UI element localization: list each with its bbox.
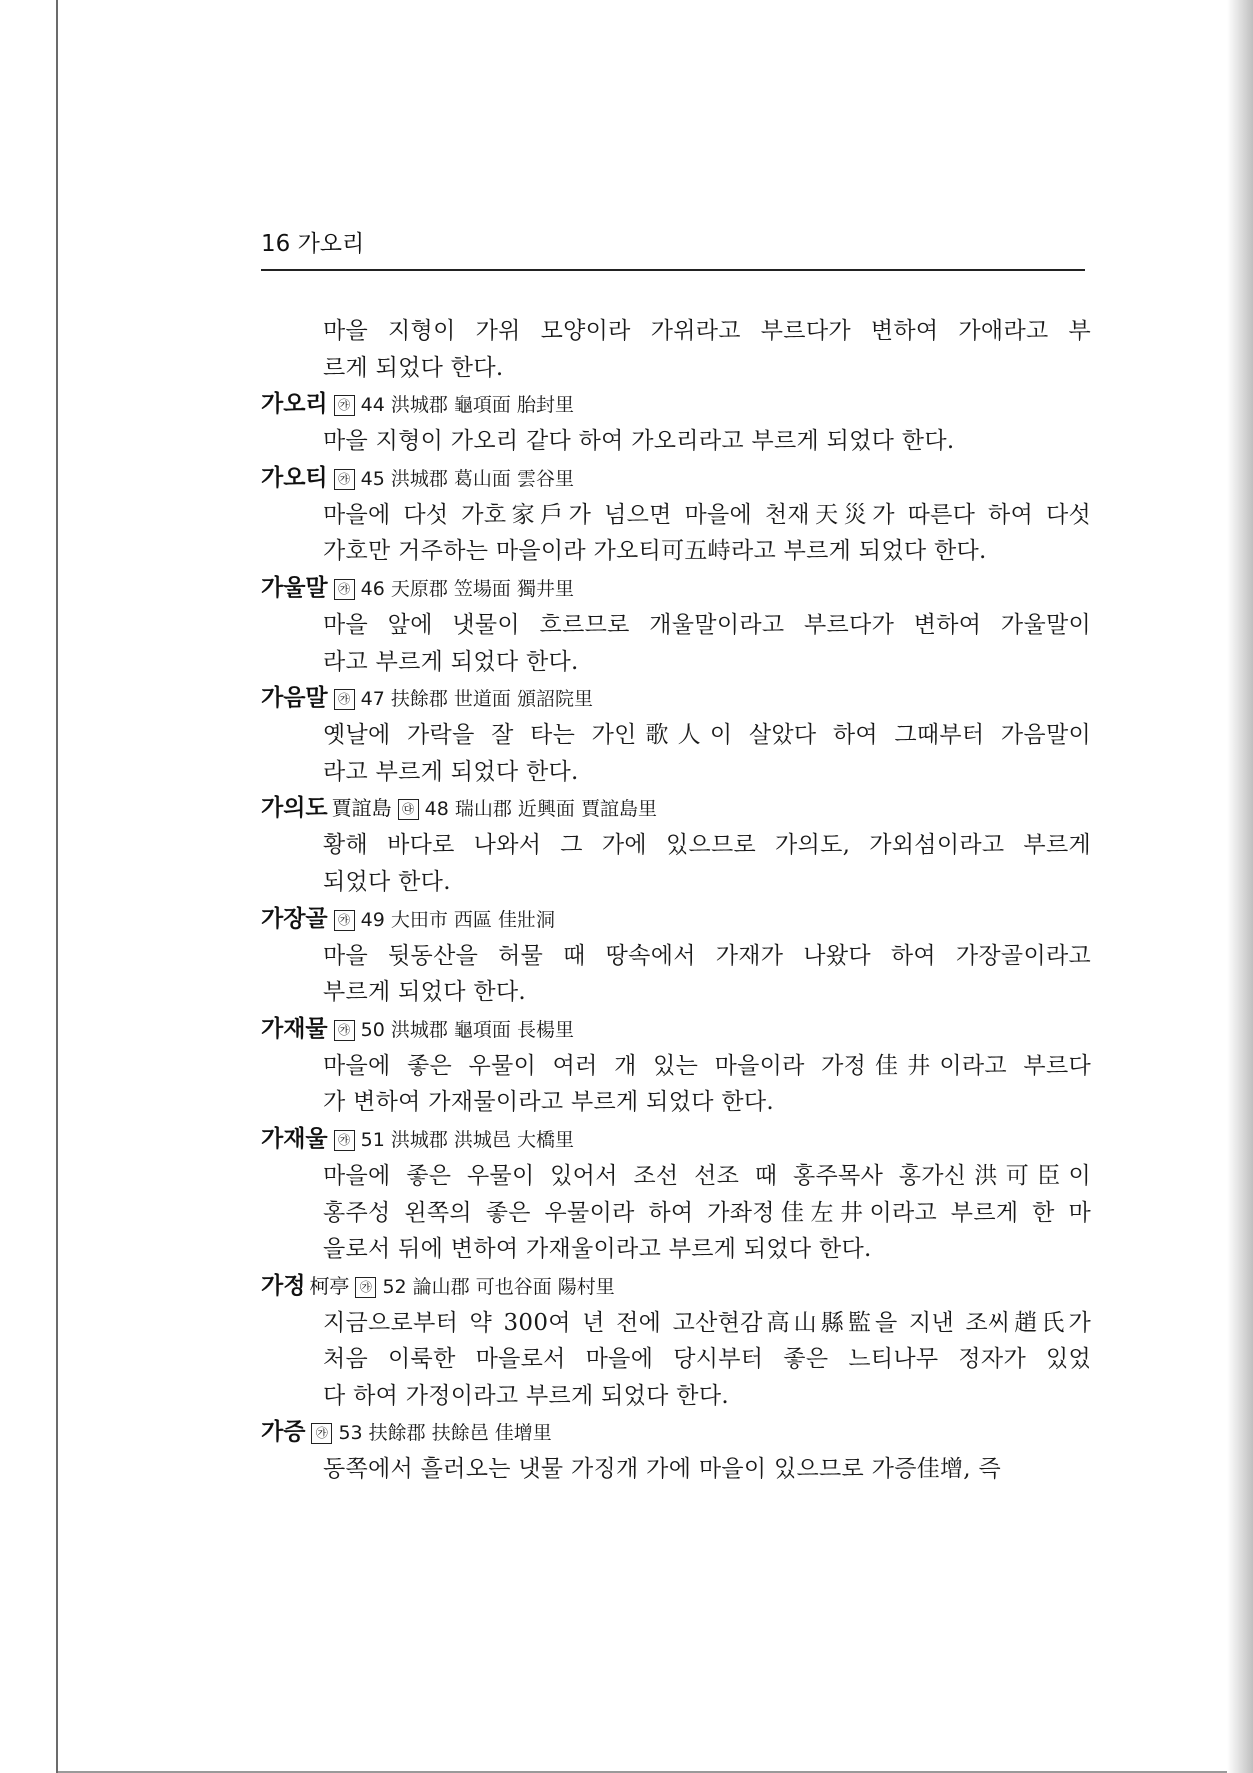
category-badge: ㉮ (334, 1020, 355, 1041)
category-badge: ㉮ (355, 1277, 376, 1298)
body-line: 마을 앞에 냇물이 흐르므로 개울말이라고 부르다가 변하여 가울말이 (323, 611, 1091, 638)
body-line: 가 변하여 가재물이라고 부르게 되었다 한다. (323, 1089, 774, 1116)
category-badge: ㉮ (311, 1423, 332, 1444)
headword: 가오리 (261, 391, 328, 418)
entry-heading (261, 1121, 1091, 1158)
location-text: 44 洪城郡 龜項面 胎封里 (360, 394, 574, 417)
category-badge: ㉮ (334, 689, 355, 710)
location-text: 46 天原郡 笠場面 獨井里 (360, 577, 574, 600)
entry-heading (261, 1414, 1091, 1451)
headword: 가음말 (261, 685, 328, 712)
location-text: 53 扶餘郡 扶餘邑 佳增里 (338, 1422, 552, 1445)
entry-heading (261, 1011, 1091, 1048)
body-line: 을로서 뒤에 변하여 가재울이라고 부르게 되었다 한다. (323, 1236, 872, 1263)
page-right-shadow (1227, 0, 1253, 1773)
body-line: 마을 뒷동산을 허물 때 땅속에서 가재가 나왔다 하여 가장골이라고 (323, 942, 1091, 969)
body-line: 라고 부르게 되었다 한다. (323, 648, 579, 675)
body-line: 마을에 좋은 우물이 여러 개 있는 마을이라 가정佳井이라고 부르다 (323, 1052, 1091, 1079)
entry-heading (261, 386, 1091, 423)
body-line: 르게 되었다 한다. (323, 354, 504, 381)
headword: 가장골 (261, 905, 328, 932)
headword-hanja: 柯亭 (309, 1273, 350, 1298)
body-line: 처음 이룩한 마을로서 마을에 당시부터 좋은 느티나무 정자가 있었 (323, 1346, 1091, 1373)
location-text: 45 洪城郡 葛山面 雲谷里 (360, 467, 574, 490)
entry-heading (261, 901, 1091, 938)
entry-heading (261, 1268, 1091, 1305)
body-line: 지금으로부터 약 300여 년 전에 고산현감高山縣監을 지낸 조씨趙氏가 (323, 1309, 1091, 1336)
body-line: 마을에 좋은 우물이 있어서 조선 선조 때 홍주목사 홍가신洪可臣이 (323, 1162, 1091, 1189)
body-line: 라고 부르게 되었다 한다. (323, 758, 579, 785)
headword: 가재물 (261, 1015, 328, 1042)
body-line: 마을 지형이 가오리 같다 하여 가오리라고 부르게 되었다 한다. (323, 428, 955, 455)
location-text: 49 大田市 西區 佳壯洞 (360, 908, 555, 931)
category-badge: ㉮ (334, 1130, 355, 1151)
running-header (261, 229, 1085, 271)
headword: 가오티 (261, 464, 328, 491)
category-badge: ㉮ (334, 469, 355, 490)
category-badge: ㉮ (334, 579, 355, 600)
headword: 가울말 (261, 574, 328, 601)
body-line: 마을 지형이 가위 모양이라 가위라고 부르다가 변하여 가애라고 부 (323, 318, 1091, 344)
location-text: 48 瑞山郡 近興面 賈誼島里 (424, 798, 657, 821)
body-line: 황해 바다로 나와서 그 가에 있으므로 가의도, 가외섬이라고 부르게 (323, 832, 1091, 859)
location-text: 51 洪城郡 洪城邑 大橋里 (360, 1128, 574, 1151)
headword: 가정 (261, 1272, 306, 1299)
category-badge: ㉰ (398, 799, 419, 820)
entry-heading (261, 570, 1091, 607)
page-number-title: 16 가오리 (261, 231, 365, 257)
category-badge: ㉮ (334, 910, 355, 931)
location-text: 52 論山郡 可也谷面 陽村里 (382, 1275, 615, 1298)
headword: 가재울 (261, 1125, 328, 1152)
body-line: 되었다 한다. (323, 868, 451, 895)
headword: 가증 (261, 1419, 306, 1446)
entry-heading (261, 790, 1091, 827)
location-text: 50 洪城郡 龜項面 長楊里 (360, 1018, 574, 1041)
location-text: 47 扶餘郡 世道面 頒詔院里 (360, 688, 593, 711)
headword-hanja: 賈誼島 (331, 796, 392, 821)
body-line: 부르게 되었다 한다. (323, 979, 526, 1006)
entry-heading (261, 460, 1091, 497)
category-badge: ㉮ (334, 395, 355, 416)
dictionary-content (261, 313, 1091, 1488)
body-line: 가호만 거주하는 마을이라 가오티可五峙라고 부르게 되었다 한다. (323, 538, 987, 565)
body-line: 동쪽에서 흘러오는 냇물 가징개 가에 마을이 있으므로 가증佳增, 즉 (323, 1456, 1002, 1483)
headword: 가의도 (261, 795, 328, 822)
body-line: 마을에 다섯 가호家戶가 넘으면 마을에 천재天災가 따른다 하여 다섯 (323, 501, 1091, 528)
entry-heading (261, 680, 1091, 717)
body-line: 다 하여 가정이라고 부르게 되었다 한다. (323, 1382, 729, 1409)
body-line: 옛날에 가락을 잘 타는 가인歌人이 살았다 하여 그때부터 가음말이 (323, 722, 1091, 749)
body-line: 홍주성 왼쪽의 좋은 우물이라 하여 가좌정佳左井이라고 부르게 한 마 (323, 1199, 1091, 1226)
